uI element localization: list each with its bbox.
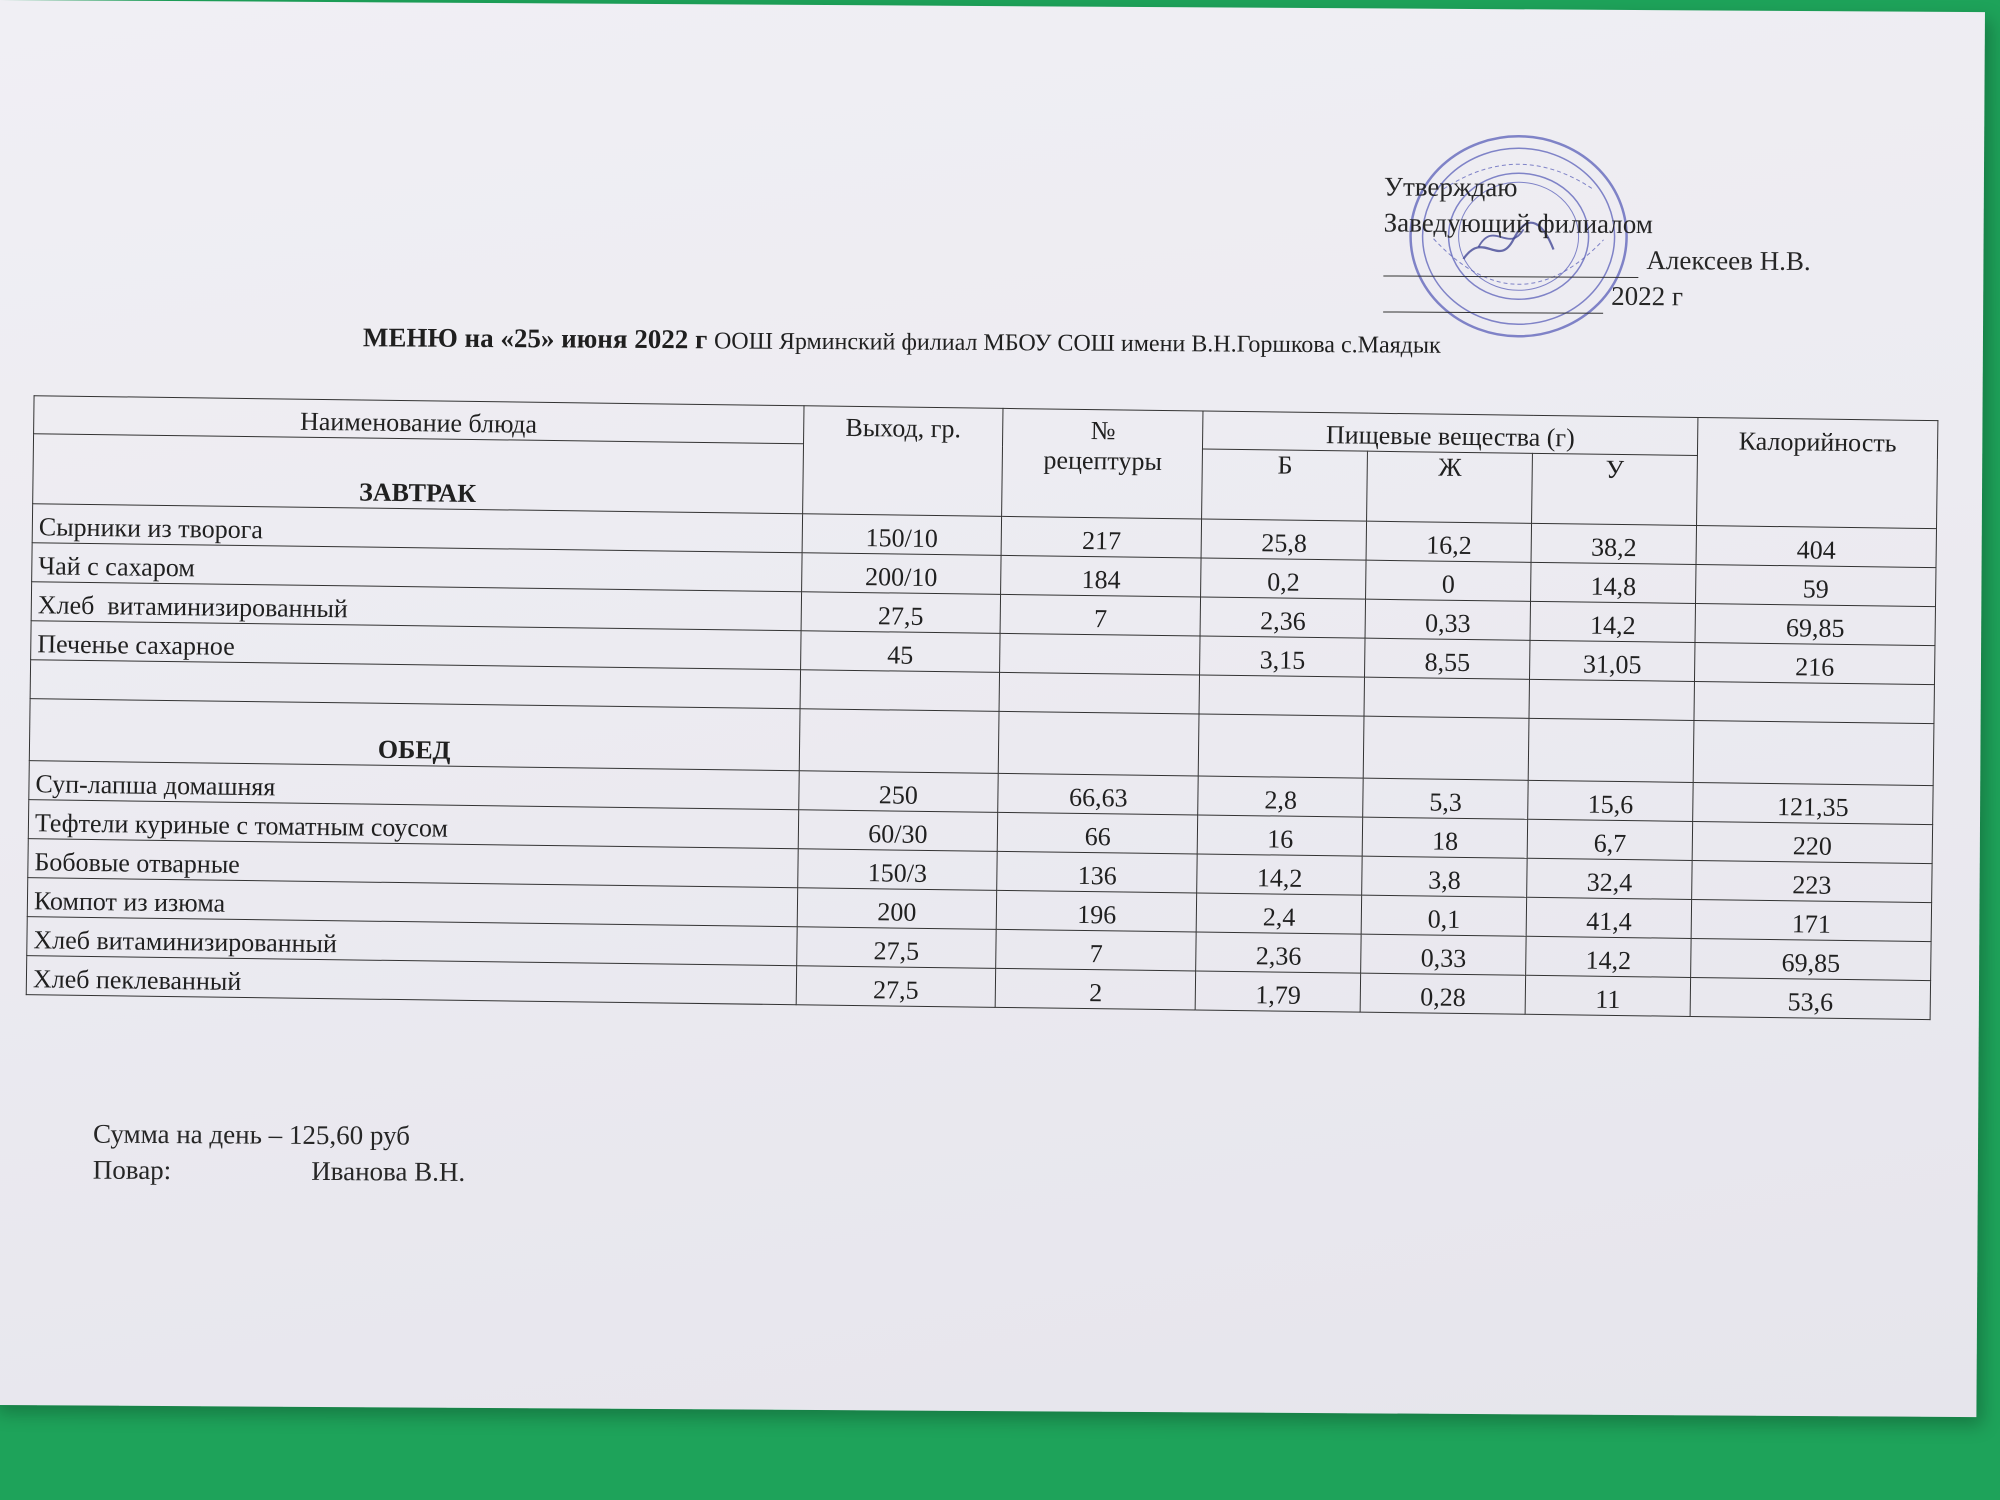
dish-fat: 0,1 — [1361, 895, 1526, 936]
dish-protein: 25,8 — [1201, 519, 1366, 560]
dish-protein: 1,79 — [1195, 971, 1360, 1012]
dish-recipe: 217 — [1002, 516, 1202, 558]
dish-carbs: 32,4 — [1527, 858, 1692, 899]
dish-recipe: 136 — [997, 851, 1197, 893]
dish-output: 200 — [797, 888, 997, 930]
dish-carbs: 15,6 — [1528, 780, 1693, 821]
header-b: Б — [1202, 449, 1368, 521]
approval-date: 2022 г — [1611, 280, 1684, 312]
dish-calories: 53,6 — [1690, 977, 1930, 1019]
dish-output: 27,5 — [801, 592, 1001, 634]
approval-title: Утверждаю — [1383, 171, 1518, 203]
dish-carbs: 38,2 — [1531, 523, 1696, 564]
cook-row — [93, 1152, 466, 1190]
dish-output: 200/10 — [801, 553, 1001, 595]
menu-title — [363, 322, 1441, 360]
dish-fat: 0 — [1366, 560, 1531, 601]
dish-recipe: 66,63 — [998, 773, 1198, 815]
dish-recipe: 184 — [1001, 555, 1201, 597]
daily-sum: Сумма на день – 125,60 руб — [92, 1118, 411, 1151]
dish-calories: 220 — [1692, 821, 1932, 863]
dish-calories: 121,35 — [1693, 782, 1933, 824]
dish-fat: 0,28 — [1360, 973, 1525, 1014]
approval-block — [1383, 168, 1811, 315]
dish-calories: 216 — [1695, 642, 1935, 684]
dish-name: Хлеб витаминизированный — [27, 917, 797, 966]
dish-name: Компот из изюма — [27, 878, 797, 927]
dish-output: 150/3 — [797, 849, 997, 891]
header-recipe-label: рецептуры — [1043, 445, 1163, 476]
approval-signature-row — [1383, 240, 1810, 279]
section-breakfast: ЗАВТРАК — [33, 434, 803, 514]
dish-calories: 171 — [1691, 899, 1931, 941]
dish-calories: 404 — [1696, 525, 1936, 567]
dish-calories: 69,85 — [1691, 938, 1931, 980]
dish-recipe: 66 — [998, 812, 1198, 854]
dish-name: Суп-лапша домашняя — [29, 761, 799, 810]
dish-protein: 2,36 — [1196, 932, 1361, 973]
dish-protein: 2,4 — [1197, 893, 1362, 934]
dish-protein: 2,36 — [1200, 597, 1365, 638]
dish-recipe: 2 — [996, 968, 1196, 1010]
dish-name: Сырники из творога — [32, 504, 802, 553]
dish-output: 45 — [800, 631, 1000, 673]
header-recipe-no: № — [1090, 416, 1116, 446]
dish-protein: 2,8 — [1198, 776, 1363, 817]
dish-fat: 18 — [1362, 817, 1527, 858]
dish-protein: 0,2 — [1201, 558, 1366, 599]
dish-name: Тефтели куриные с томатным соусом — [28, 800, 798, 849]
approval-position: Заведующий филиалом — [1383, 207, 1653, 240]
menu-table — [26, 395, 1939, 1020]
dish-carbs: 6,7 — [1527, 819, 1692, 860]
dish-calories: 223 — [1692, 860, 1932, 902]
header-u: У — [1532, 453, 1698, 525]
dish-protein: 3,15 — [1200, 636, 1365, 677]
dish-fat: 0,33 — [1365, 599, 1530, 640]
dish-output: 27,5 — [796, 966, 996, 1008]
dish-output: 27,5 — [796, 927, 996, 969]
cook-name: Иванова В.Н. — [311, 1155, 466, 1187]
footer-block — [93, 1116, 466, 1190]
dish-fat: 3,8 — [1362, 856, 1527, 897]
menu-title-institution: ООШ Ярминский филиал МБОУ СОШ имени В.Н.Горшкова с.Маядык — [713, 328, 1441, 359]
dish-name: Чай с сахаром — [32, 543, 802, 592]
dish-recipe: 196 — [997, 890, 1197, 932]
dish-recipe — [1000, 633, 1200, 675]
header-dish-name: Наименование блюда — [34, 396, 804, 444]
menu-title-date: МЕНЮ на «25» июня 2022 г — [362, 322, 708, 355]
header-output: Выход, гр. — [802, 406, 1003, 517]
dish-carbs: 14,2 — [1530, 601, 1695, 642]
dish-output: 60/30 — [798, 810, 998, 852]
approval-date-row — [1383, 276, 1810, 315]
dish-name: Бобовые отварные — [28, 839, 798, 888]
dish-recipe: 7 — [1000, 594, 1200, 636]
header-zh: Ж — [1367, 451, 1533, 523]
dish-calories: 69,85 — [1695, 603, 1935, 645]
header-calories: Калорийность — [1697, 418, 1938, 529]
dish-carbs: 14,2 — [1526, 936, 1691, 977]
header-nutrients: Пищевые вещества (г) — [1203, 411, 1698, 455]
dish-name: Печенье сахарное — [31, 621, 801, 670]
dish-calories: 59 — [1696, 564, 1936, 606]
dish-name: Хлеб пеклеванный — [26, 956, 796, 1005]
dish-fat: 16,2 — [1366, 521, 1531, 562]
dish-carbs: 41,4 — [1526, 897, 1691, 938]
dish-carbs: 11 — [1525, 975, 1690, 1016]
dish-name: Хлеб витаминизированный — [31, 582, 801, 631]
dish-protein: 14,2 — [1197, 854, 1362, 895]
dish-fat: 8,55 — [1365, 638, 1530, 679]
dish-output: 250 — [798, 771, 998, 813]
header-recipe — [1002, 408, 1203, 519]
dish-carbs: 14,8 — [1531, 562, 1696, 603]
dish-fat: 0,33 — [1361, 934, 1526, 975]
dish-output: 150/10 — [802, 514, 1002, 556]
dish-recipe: 7 — [996, 929, 1196, 971]
cook-label: Повар: — [92, 1154, 172, 1186]
section-lunch: ОБЕД — [29, 699, 799, 771]
approval-signer: Алексеев Н.В. — [1646, 245, 1811, 277]
dish-carbs: 31,05 — [1530, 640, 1695, 681]
dish-fat: 5,3 — [1363, 778, 1528, 819]
dish-protein: 16 — [1198, 815, 1363, 856]
